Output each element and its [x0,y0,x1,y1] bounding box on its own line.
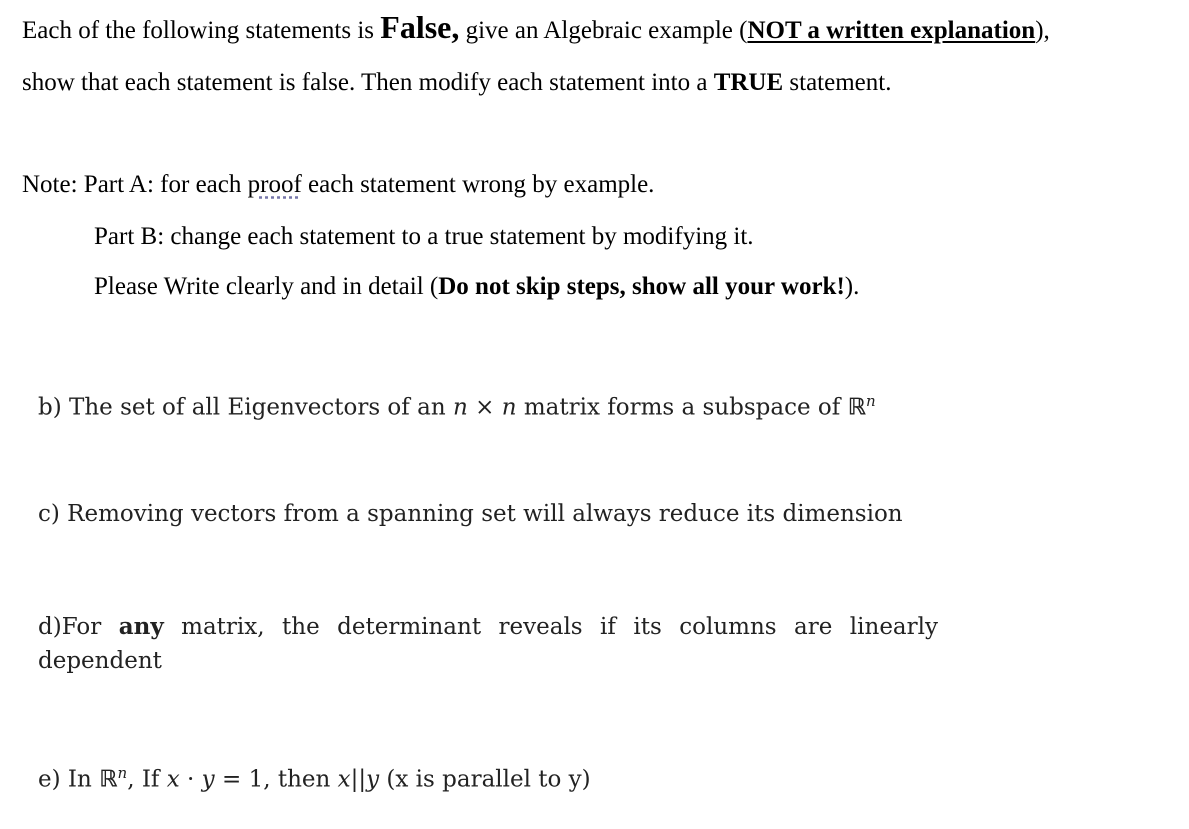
statement-c [38,499,903,529]
statement-text: , If [127,766,167,793]
instruction-text: give an Algebraic example ( [459,17,748,44]
instruction-line-1 [22,9,1050,46]
note-text: ). [844,273,860,300]
note-text: each statement wrong by example. [301,171,655,198]
math-parallel: || [350,766,367,793]
note-text: Note: Part A: for each [22,171,248,198]
math-superscript: n [117,764,128,782]
statement-text: b) The set of all Eigenvectors of an [38,394,453,421]
instruction-text: ), [1035,17,1050,44]
instruction-line-2 [22,68,891,98]
instruction-text: Each of the following statements is [22,17,381,44]
note-line-2 [94,222,754,252]
math-y: y [366,766,380,793]
math-n: n [501,394,517,421]
math-n: n [452,394,468,421]
statement-text: matrix forms a subspace of [516,394,848,421]
do-not-skip-steps: Do not skip steps, show all your work! [438,273,845,300]
not-written-explanation: NOT a written explanation [747,17,1036,44]
math-dot: · [179,766,202,793]
statement-text: = 1, then [214,766,338,793]
statement-e [38,758,591,795]
note-line-3 [94,272,859,302]
statement-b [38,386,876,423]
true-emphasis: TRUE [713,69,784,96]
statement-text: e) In [38,766,100,793]
note-line-1 [22,170,654,200]
math-y: y [201,766,215,793]
statement-text: (x is parallel to y) [379,766,591,793]
false-emphasis: False, [380,9,460,45]
statement-text: c) Removing vectors from a spanning set will always reduce its dimension [38,501,903,527]
math-R: ℝ [847,394,867,421]
statement-d [38,610,938,678]
note-text: Part B: change each statement to a true statement by modifying it. [94,223,754,250]
instruction-text: show that each statement is false. Then modify each statement into a [22,69,714,96]
statement-text: d)For [38,614,119,640]
proof-word: proof [247,171,302,198]
math-x: x [166,766,180,793]
statement-text: matrix, the determinant reveals if its columns are linearly dependent [38,614,938,674]
note-text: Please Write clearly and in detail ( [94,273,439,300]
any-emphasis: any [118,613,164,640]
math-times: × [467,394,502,421]
instruction-text: statement. [783,69,892,96]
math-x: x [337,766,351,793]
math-superscript: n [866,392,876,410]
math-R: ℝ [99,766,118,793]
